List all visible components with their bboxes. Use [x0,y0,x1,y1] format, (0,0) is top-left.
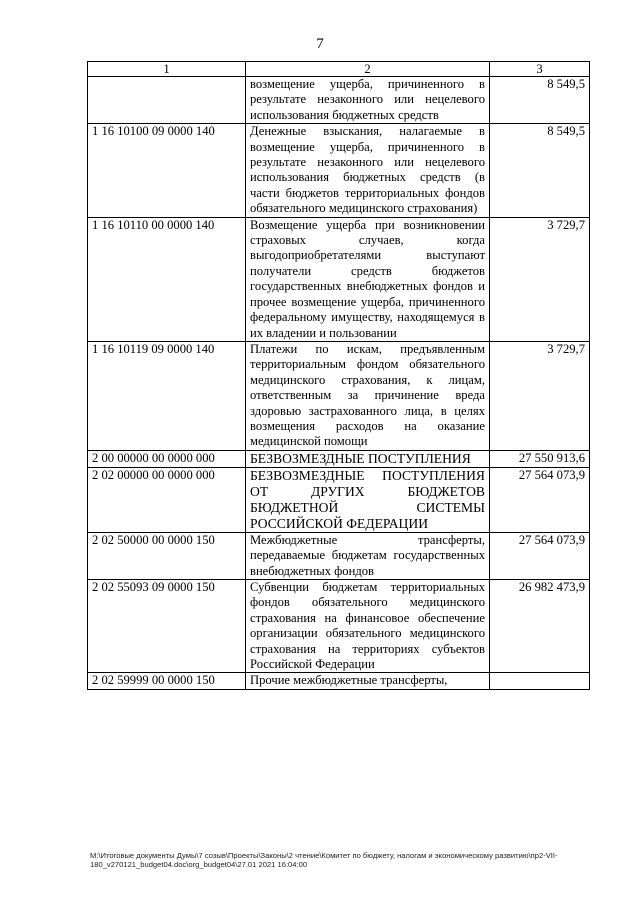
row-code: 2 02 50000 00 0000 150 [88,532,246,579]
row-code: 2 02 00000 00 0000 000 [88,467,246,532]
document-path-footer [90,851,630,869]
row-code: 2 00 00000 00 0000 000 [88,450,246,467]
table-row [88,673,590,689]
column-header-amount: 3 [490,62,590,77]
table-row [88,217,590,341]
footer-path-line: M:\Итоговые документы Думы\7 созыв\Проекты\Законы\2 чтение\Комитет по бюджету, налогам и экономическому развитию\пр2-VII- [90,851,558,860]
row-code: 1 16 10110 00 0000 140 [88,217,246,341]
row-code: 1 16 10100 09 0000 140 [88,124,246,217]
row-code [88,77,246,124]
row-description: Платежи по искам, предъявленным территориальным фондом обязательного медицинского страхования, к лицам, ответственным за причинение вреда здоровью застрахованного лица, в целях возмещения расходов на оказание медицинской помощи [246,341,490,450]
table-row [88,341,590,450]
row-amount: 3 729,7 [490,341,590,450]
row-description: Прочие межбюджетные трансферты, [246,673,490,689]
row-amount: 27 550 913,6 [490,450,590,467]
footer-file-line: 180_v270121_budget04.doc\org_budget04\27.01 2021 16:04:00 [90,860,308,869]
row-description: БЕЗВОЗМЕЗДНЫЕ ПОСТУПЛЕНИЯ ОТ ДРУГИХ БЮДЖЕТОВ БЮДЖЕТНОЙ СИСТЕМЫ РОССИЙСКОЙ ФЕДЕРАЦИИ [246,467,490,532]
row-amount: 27 564 073,9 [490,467,590,532]
row-description: Возмещение ущерба при возникновении страховых случаев, когда выгодоприобретателями выступают получатели средств бюджетов государственных внебюджетных фондов и прочее возмещение ущерба, причиненного федеральному имуществу, находящемуся в их владении и пользовании [246,217,490,341]
row-description: Денежные взыскания, налагаемые в возмещение ущерба, причиненного в результате незаконного или нецелевого использования бюджетных средств (в части бюджетов территориальных фондов обязательного медицинского страхования) [246,124,490,217]
table-row [88,77,590,124]
row-amount: 8 549,5 [490,124,590,217]
page-number: 7 [316,36,324,52]
row-code: 1 16 10119 09 0000 140 [88,341,246,450]
budget-table [87,61,590,690]
row-amount: 8 549,5 [490,77,590,124]
row-code: 2 02 59999 00 0000 150 [88,673,246,689]
row-amount: 26 982 473,9 [490,579,590,672]
table-row [88,467,590,532]
row-amount [490,673,590,689]
column-header-code: 1 [88,62,246,77]
table-row [88,450,590,467]
row-description: Субвенции бюджетам территориальных фондов обязательного медицинского страхования на финансовое обеспечение организации обязательного медицинского страхования на территориях субъектов Российской Федерации [246,579,490,672]
table-row [88,532,590,579]
table-row [88,579,590,672]
row-description: БЕЗВОЗМЕЗДНЫЕ ПОСТУПЛЕНИЯ [246,450,490,467]
row-amount: 27 564 073,9 [490,532,590,579]
row-code: 2 02 55093 09 0000 150 [88,579,246,672]
table-header-row [88,62,590,77]
row-amount: 3 729,7 [490,217,590,341]
column-header-description: 2 [246,62,490,77]
row-description: возмещение ущерба, причиненного в результате незаконного или нецелевого использования бюджетных средств [246,77,490,124]
row-description: Межбюджетные трансферты, передаваемые бюджетам государственных внебюджетных фондов [246,532,490,579]
table-row [88,124,590,217]
